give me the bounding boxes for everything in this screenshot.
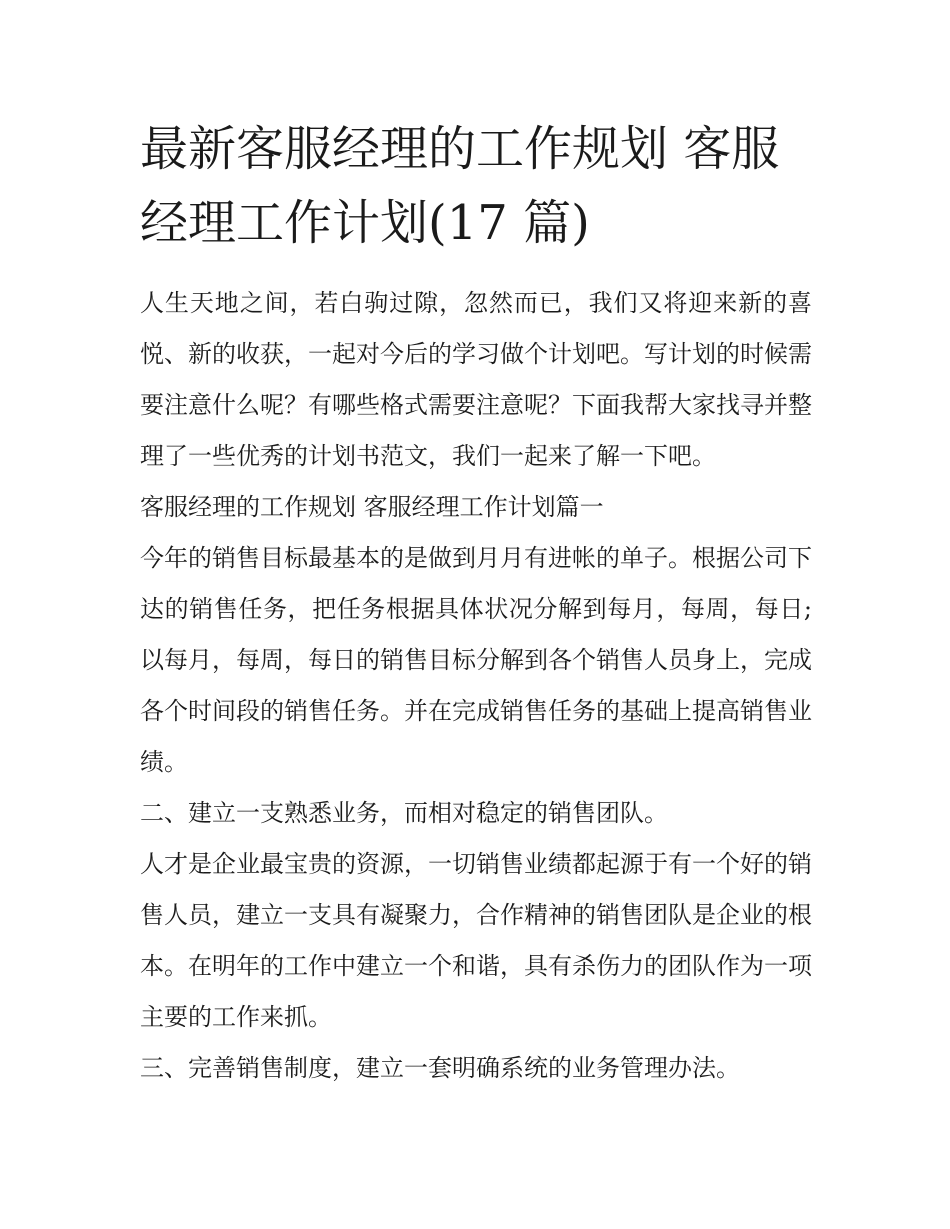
section-heading: 三、完善销售制度，建立一套明确系统的业务管理办法。 — [140, 1054, 740, 1082]
document-body — [140, 112, 812, 1094]
intro-paragraph: 人生天地之间，若白驹过隙，忽然而已，我们又将迎来新的喜悦、新的收获，一起对今后的学习做个计划吧。写计划的时候需要注意什么呢？有哪些格式需要注意呢？下面我帮大家找寻并整理了一些优秀的计划书范文，我们一起来了解一下吧。 — [140, 289, 812, 470]
document-title: 最新客服经理的工作规划 客服经理工作计划(17 篇) — [140, 121, 780, 251]
body-paragraph: 今年的销售目标最基本的是做到月月有进帐的单子。根据公司下达的销售任务，把任务根据具体状况分解到每月，每周，每日;以每月，每周，每日的销售目标分解到各个销售人员身上，完成各个时间段的销售任务。并在完成销售任务的基础上提高销售业绩。 — [140, 544, 812, 776]
section-heading: 二、建立一支熟悉业务，而相对稳定的销售团队。 — [140, 799, 668, 827]
section-heading: 客服经理的工作规划 客服经理工作计划篇一 — [140, 493, 604, 521]
body-paragraph: 人才是企业最宝贵的资源，一切销售业绩都起源于有一个好的销售人员，建立一支具有凝聚力，合作精神的销售团队是企业的根本。在明年的工作中建立一个和谐，具有杀伤力的团队作为一项主要的工作来抓。 — [140, 850, 812, 1031]
